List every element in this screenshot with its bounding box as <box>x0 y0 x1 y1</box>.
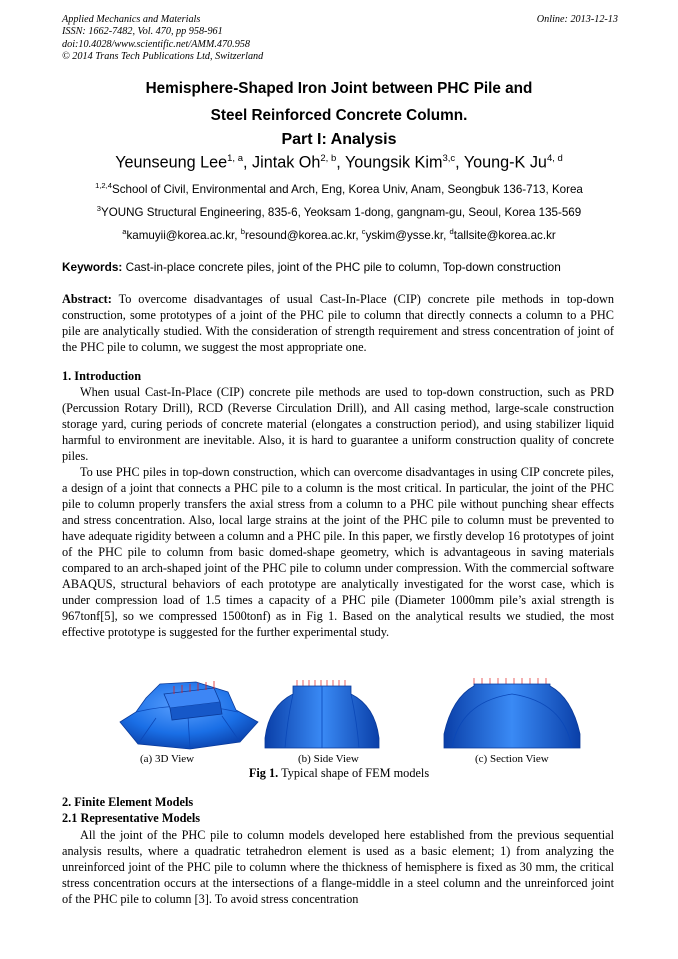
doi-line: doi:10.4028/www.scientific.net/AMM.470.958 <box>62 38 250 50</box>
figure-caption <box>62 766 616 781</box>
paragraph: When usual Cast-In-Place (CIP) concrete pile methods are used to top-down construction, such as PRD (Percussion Rotary Drill), RCD (Reverse Circulation Drill), and All casing method, large-scale construction storage yard, curing periods of concrete material (elongates a construction period), and using stabilizer liquid harmful to environment are inevitable. Also, it is hard to guarantee a uniform construction quality of concrete piles. <box>62 385 614 463</box>
abstract-text: To overcome disadvantages of usual Cast-In-Place (CIP) concrete pile methods in top-down construction, some prototypes of a joint of the PHC pile to column that directly connects a column to a PHC pile are analytically studied. With the consideration of strength requirement and stress concentration of joint of the PHC pile to column, we suggest the most appropriate one. <box>62 292 614 354</box>
keywords-text: Cast-in-place concrete piles, joint of the PHC pile to column, Top-down construction <box>125 260 561 274</box>
author-affiliation-mark: 3,c <box>442 153 456 164</box>
figure-caption-text: Typical shape of FEM models <box>281 766 430 780</box>
email-mark: c <box>361 227 366 236</box>
subcaption-3d-view: (a) 3D View <box>140 753 195 765</box>
representative-models-body <box>62 827 614 907</box>
author-name: Youngsik Kim <box>344 153 443 172</box>
email-mark: d <box>449 227 454 236</box>
email-address[interactable]: resound@korea.ac.kr <box>244 228 356 242</box>
author-affiliation-mark: 4, d <box>546 153 563 164</box>
figure-3d-view <box>116 672 260 750</box>
paper-title-line-3: Part I: Analysis <box>281 131 397 148</box>
abstract-label: Abstract: <box>62 292 112 306</box>
running-header <box>62 14 618 64</box>
author-list: Yeunseung Lee$^{1, a}$, Jintak Oh$^{2, b}$, Youngsik Kim$^{3,c}$, Young-K Ju$^{4, d}$ <box>115 153 563 172</box>
keywords <box>62 260 622 274</box>
figure-label: Fig 1. <box>248 766 279 780</box>
email-mark: b <box>240 227 245 236</box>
subsection-heading-representative-models: 2.1 Representative Models <box>62 811 201 825</box>
email-address[interactable]: tallsite@korea.ac.kr <box>453 228 556 242</box>
author-emails: $^a$kamuyii@korea.ac.kr, $^b$resound@korea.ac.kr, $^c$yskim@ysse.kr, $^d$tallsite@korea.ac.kr <box>122 227 556 242</box>
author-name: Yeunseung Lee <box>115 153 228 172</box>
figure-side-view <box>263 672 381 750</box>
affiliation-2: $^3$YOUNG Structural Engineering, 835-6, Yeoksam 1-dong, gangnam-gu, Seoul, Korea 135-569 <box>96 204 582 219</box>
online-date: Online: 2013-12-13 <box>536 14 618 25</box>
subcaption-side-view: (b) Side View <box>298 753 359 765</box>
paragraph: To use PHC piles in top-down construction, which can overcome disadvantages in using CIP concrete piles, a design of a joint that connects a PHC pile to a column is the most critical. In particular, the joint of the PHC pile to column properly transfers the axial stress from a column to a PHC pile without punching shear effects and stress concentration. Also, local large strains at the joint of the PHC pile to column must be prevented to have adequate rigidity between a column and a PHC pile. In this paper, we firstly develop 16 prototypes of joint of the PHC pile to column from basic domed-shape geometry, which is advantageous in saving materials compared to an arch-shaped joint of the PHC pile to column under compression. With the commercial software ABAQUS, structural behaviors of each prototype are analytically investigated for the worst case, which is under compression load of 1.5 times a capacity of a PHC pile (Diameter 1000mm pile’s axial strength is 967tonf[5], so we compressed 1500tonf) as in Fig 1. Based on the analytical results we studied, the most effective prototype is suggested for the further experimental study. <box>62 465 614 639</box>
issn-line: ISSN: 1662-7482, Vol. 470, pp 958-961 <box>62 26 223 38</box>
abstract <box>62 291 614 355</box>
email-address[interactable]: yskim@ysse.kr <box>365 228 444 242</box>
paper-title-line-1: Hemisphere-Shaped Iron Joint between PHC Pile and <box>145 80 533 97</box>
email-address[interactable]: kamuyii@korea.ac.kr <box>126 228 235 242</box>
author-name: Jintak Oh <box>252 153 321 172</box>
subcaption-section-view: (c) Section View <box>475 753 549 765</box>
email-mark: a <box>122 227 127 236</box>
author-affiliation-mark: 2, b <box>320 153 337 164</box>
introduction-body <box>62 384 614 640</box>
keywords-label: Keywords: <box>62 260 123 274</box>
journal-name: Applied Mechanics and Materials <box>62 14 201 25</box>
paragraph: All the joint of the PHC pile to column models developed here established from the previous sequential analysis results, where a quadratic tetrahedron element is used as a basic element; 1) from analyzing the unreinforced joint of the PHC pile to column where the thickness of hemisphere is fixed as 30 mm, the critical stress concentration occurs at the intersections of a flange-middle in a steel column and the unreinforced joint of the PHC pile to column [3]. To avoid stress concentration <box>62 828 614 906</box>
author-affiliation-mark: 1, a <box>227 153 243 164</box>
author-name: Young-K Ju <box>463 153 547 172</box>
figure-section-view <box>440 672 584 750</box>
affiliation-1: $^{1,2,4}$School of Civil, Environmental and Arch, Eng, Korea Univ, Anam, Seongbuk 136-713, Korea <box>95 181 583 196</box>
section-heading-finite-element-models: 2. Finite Element Models <box>62 795 194 809</box>
section-heading-introduction: 1. Introduction <box>62 369 142 383</box>
paper-title-line-2: Steel Reinforced Concrete Column. <box>210 107 468 124</box>
copyright-line: © 2014 Trans Tech Publications Ltd, Switzerland <box>62 51 264 63</box>
